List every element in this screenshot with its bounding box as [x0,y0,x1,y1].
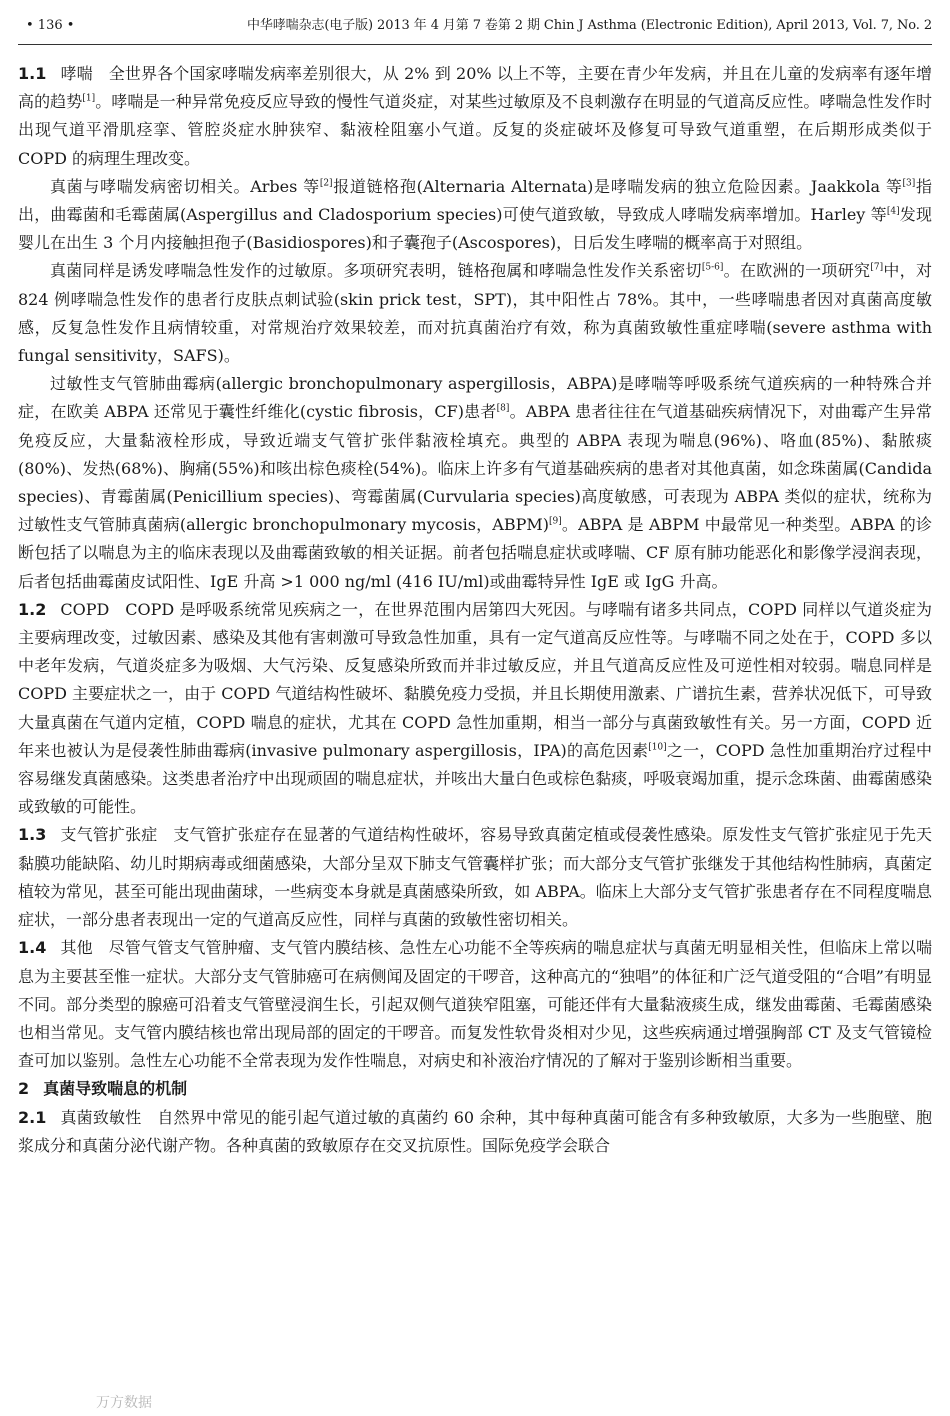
paragraph-text: 真菌同样是诱发哮喘急性发作的过敏原。多项研究表明，链格孢属和哮喘急性发作关系密切 [50,261,702,281]
paragraph-text: 中，对 824 例哮喘急性发作的患者行皮肤点刺试验(skin prick test，SPT)，其中阳性占 78%。其中，一些哮喘患者因对真菌高度敏感，反复急性发作且病情较重，对常规治疗效果较差，而对抗真菌治疗有效，称为真菌致敏性重症哮喘(severe asthma with fungal sensitivity，SAFS)。 [18,261,932,366]
citation: [9] [548,516,562,527]
citation: [3] [902,178,916,189]
page-number: • 136 • [26,18,75,33]
citation: [7] [870,263,884,274]
paragraph-text: 。ABPA 患者往往在气道基础疾病情况下，对曲霉产生异常免疫反应，大量黏液栓形成，导致近端支气管扩张伴黏液栓填充。典型的 ABPA 表现为喘息(96%)、咯血(85%)、黏脓痰(80%)、发热(68%)、胸痛(55%)和咳出棕色痰栓(54%)。临床上许多有气道基础疾病的患者对其他真菌，如念珠菌属(Candida species)、青霉菌属(Penicillium species)、弯霉菌属(Curvularia species)高度敏感，可表现为 ABPA 类似的症状，统称为过敏性支气管肺真菌病(allergic bronchopulmonary mycosis，ABPM) [18,402,932,535]
section-number: 2 [18,1079,30,1099]
section-number: 1.2 [18,599,47,619]
paragraph-text: 。在欧洲的一项研究 [723,261,871,281]
paragraph-text: 自然界中常见的能引起气道过敏的真菌约 60 余种，其中每种真菌可能含有多种致敏原，大多为一些胞壁、胞浆成分和真菌分泌代谢产物。各种真菌的致敏原存在交叉抗原性。国际免疫学会联合 [18,1107,932,1155]
paragraph [18,60,932,173]
section-number: 1.3 [18,825,47,845]
paragraph-text: 过敏性支气管肺曲霉病(allergic bronchopulmonary aspergillosis，ABPA)是哮喘等呼吸系统气道疾病的一种特殊合并症，在欧美 ABPA 还常见于囊性纤维化(cystic fibrosis，CF)患者 [18,374,932,422]
paragraph-text: 尽管气管支气管肿瘤、支气管内膜结核、急性左心功能不全等疾病的喘息症状与真菌无明显相关性，但临床上常以喘息为主要甚至惟一症状。大部分支气管肺癌可在病侧闻及固定的干啰音，这种高亢的“独唱”的体征和广泛气道受阻的“合唱”有明显不同。部分类型的腺癌可沿着支气管壁浸润生长，引起双侧气道狭窄阻塞，可能还伴有大量黏液痰生成，继发曲霉菌、毛霉菌感染也相当常见。支气管内膜结核也常出现局部的固定的干啰音。而复发性软骨炎相对少见，这些疾病通过增强胸部 CT 及支气管镜检查可加以鉴别。急性左心功能不全常表现为发作性喘息，对病史和补液治疗情况的了解对于鉴别诊断相当重要。 [18,938,932,1071]
paragraph-text: 真菌与哮喘发病密切相关。Arbes 等 [50,176,320,196]
section-title: COPD [60,599,110,619]
paragraph [18,370,932,596]
citation: [4] [886,206,900,217]
citation: [2] [319,178,333,189]
section-title: 其他 [60,938,93,958]
section-title: 支气管扩张症 [60,825,158,845]
section-title: 哮喘 [60,64,93,83]
paragraph-text: 报道链格孢(Alternaria Alternata)是哮喘发病的独立危险因素。Jaakkola 等 [332,176,903,196]
paragraph-text: COPD 是呼吸系统常见疾病之一，在世界范围内居第四大死因。与哮喘有诸多共同点，COPD 同样以气道炎症为主要病理改变，过敏因素、感染及其他有害刺激可导致急性加重，具有一定气道高反应性等。与哮喘不同之处在于，COPD 多以中老年发病，气道炎症多为吸烟、大气污染、反复感染所致而并非过敏反应，并且气道高反应性及可逆性相对较弱。喘息同样是 COPD 主要症状之一，由于 COPD 气道结构性破坏、黏膜免疫力受损，并且长期使用激素、广谱抗生素，营养状况低下，可导致大量真菌在气道内定植，COPD 喘息的症状，尤其在 COPD 急性加重期，相当一部分与真菌致敏性有关。另一方面，COPD 近年来也被认为是侵袭性肺曲霉病(invasive pulmonary aspergillosis，IPA)的高危因素 [18,599,932,760]
paragraph-text: 。ABPA 是 ABPM 中最常见一种类型。ABPA 的诊断包括了以喘息为主的临床表现以及曲霉菌致敏的相关证据。前者包括喘息症状或哮喘、CF 原有肺功能恶化和影像学浸润表现，后者包括曲霉菌皮试阳性、IgE 升高 >1 000 ng/ml (416 IU/ml)或曲霉特异性 IgE 或 IgG 升高。 [18,515,932,591]
section-title: 真菌导致喘息的机制 [43,1079,188,1099]
paragraph-text: 发现婴儿在出生 3 个月内接触担孢子(Basidiospores)和子囊孢子(Ascospores)，日后发生哮喘的概率高于对照组。 [18,205,932,253]
header-rule [18,44,932,45]
paragraph-text: 全世界各个国家哮喘发病率差别很大，从 2% 到 20% 以上不等，主要在青少年发病，并且在儿童的发病率有逐年增高的趋势 [18,64,932,112]
citation: [1] [82,93,96,104]
paragraph [18,934,932,1075]
paragraph-text: 支气管扩张症存在显著的气道结构性破坏，容易导致真菌定植或侵袭性感染。原发性支气管扩张症见于先天黏膜功能缺陷、幼儿时期病毒或细菌感染，大部分呈双下肺支气管囊样扩张；而大部分支气管扩张继发于其他结构性肺病，真菌定植较为常见，甚至可能出现曲菌球，一些病变本身就是真菌感染所致，如 ABPA。临床上大部分支气管扩张患者存在不同程度喘息症状，一部分患者表现出一定的气道高反应性，同样与真菌的致敏性密切相关。 [18,825,932,930]
heading-section-2 [18,1075,932,1103]
paragraph-text: 之一，COPD 急性加重期治疗过程中容易继发真菌感染。这类患者治疗中出现顽固的喘息症状，并咳出大量白色或棕色黏痰，呼吸衰竭加重，提示念珠菌、曲霉菌感染或致敏的可能性。 [18,740,932,817]
running-header [18,14,932,38]
section-number: 1.1 [18,64,47,83]
paragraph [18,821,932,934]
paragraph-text: 。哮喘是一种异常免疫反应导致的慢性气道炎症，对某些过敏原及不良刺激存在明显的气道高反应性。哮喘急性发作时出现气道平滑肌痉挛、管腔炎症水肿狭窄、黏液栓阻塞小气道。反复的炎症破坏及修复可导致气道重塑，在后期形成类似于 COPD 的病理生理改变。 [18,92,932,168]
paragraph [18,173,932,258]
journal-running-title: 中华哮喘杂志(电子版) 2013 年 4 月第 7 卷第 2 期 Chin J Asthma (Electronic Edition), April 2013, Vol. 7, No. 2 [246,18,932,33]
watermark: 万方数据 [96,1395,152,1411]
section-number: 1.4 [18,938,47,958]
paragraph [18,1104,932,1160]
citation: [10] [648,742,667,753]
section-title: 真菌致敏性 [60,1107,142,1127]
paragraph [18,257,932,370]
section-number: 2.1 [18,1107,47,1127]
citation: [8] [496,404,510,415]
citation: [5-6] [701,263,724,274]
paragraph [18,596,932,822]
paragraph-text: 指出，曲霉菌和毛霉菌属(Aspergillus and Cladosporium species)可使气道致敏，导致成人哮喘发病率增加。Harley 等 [18,176,932,225]
article-body [18,60,932,1160]
